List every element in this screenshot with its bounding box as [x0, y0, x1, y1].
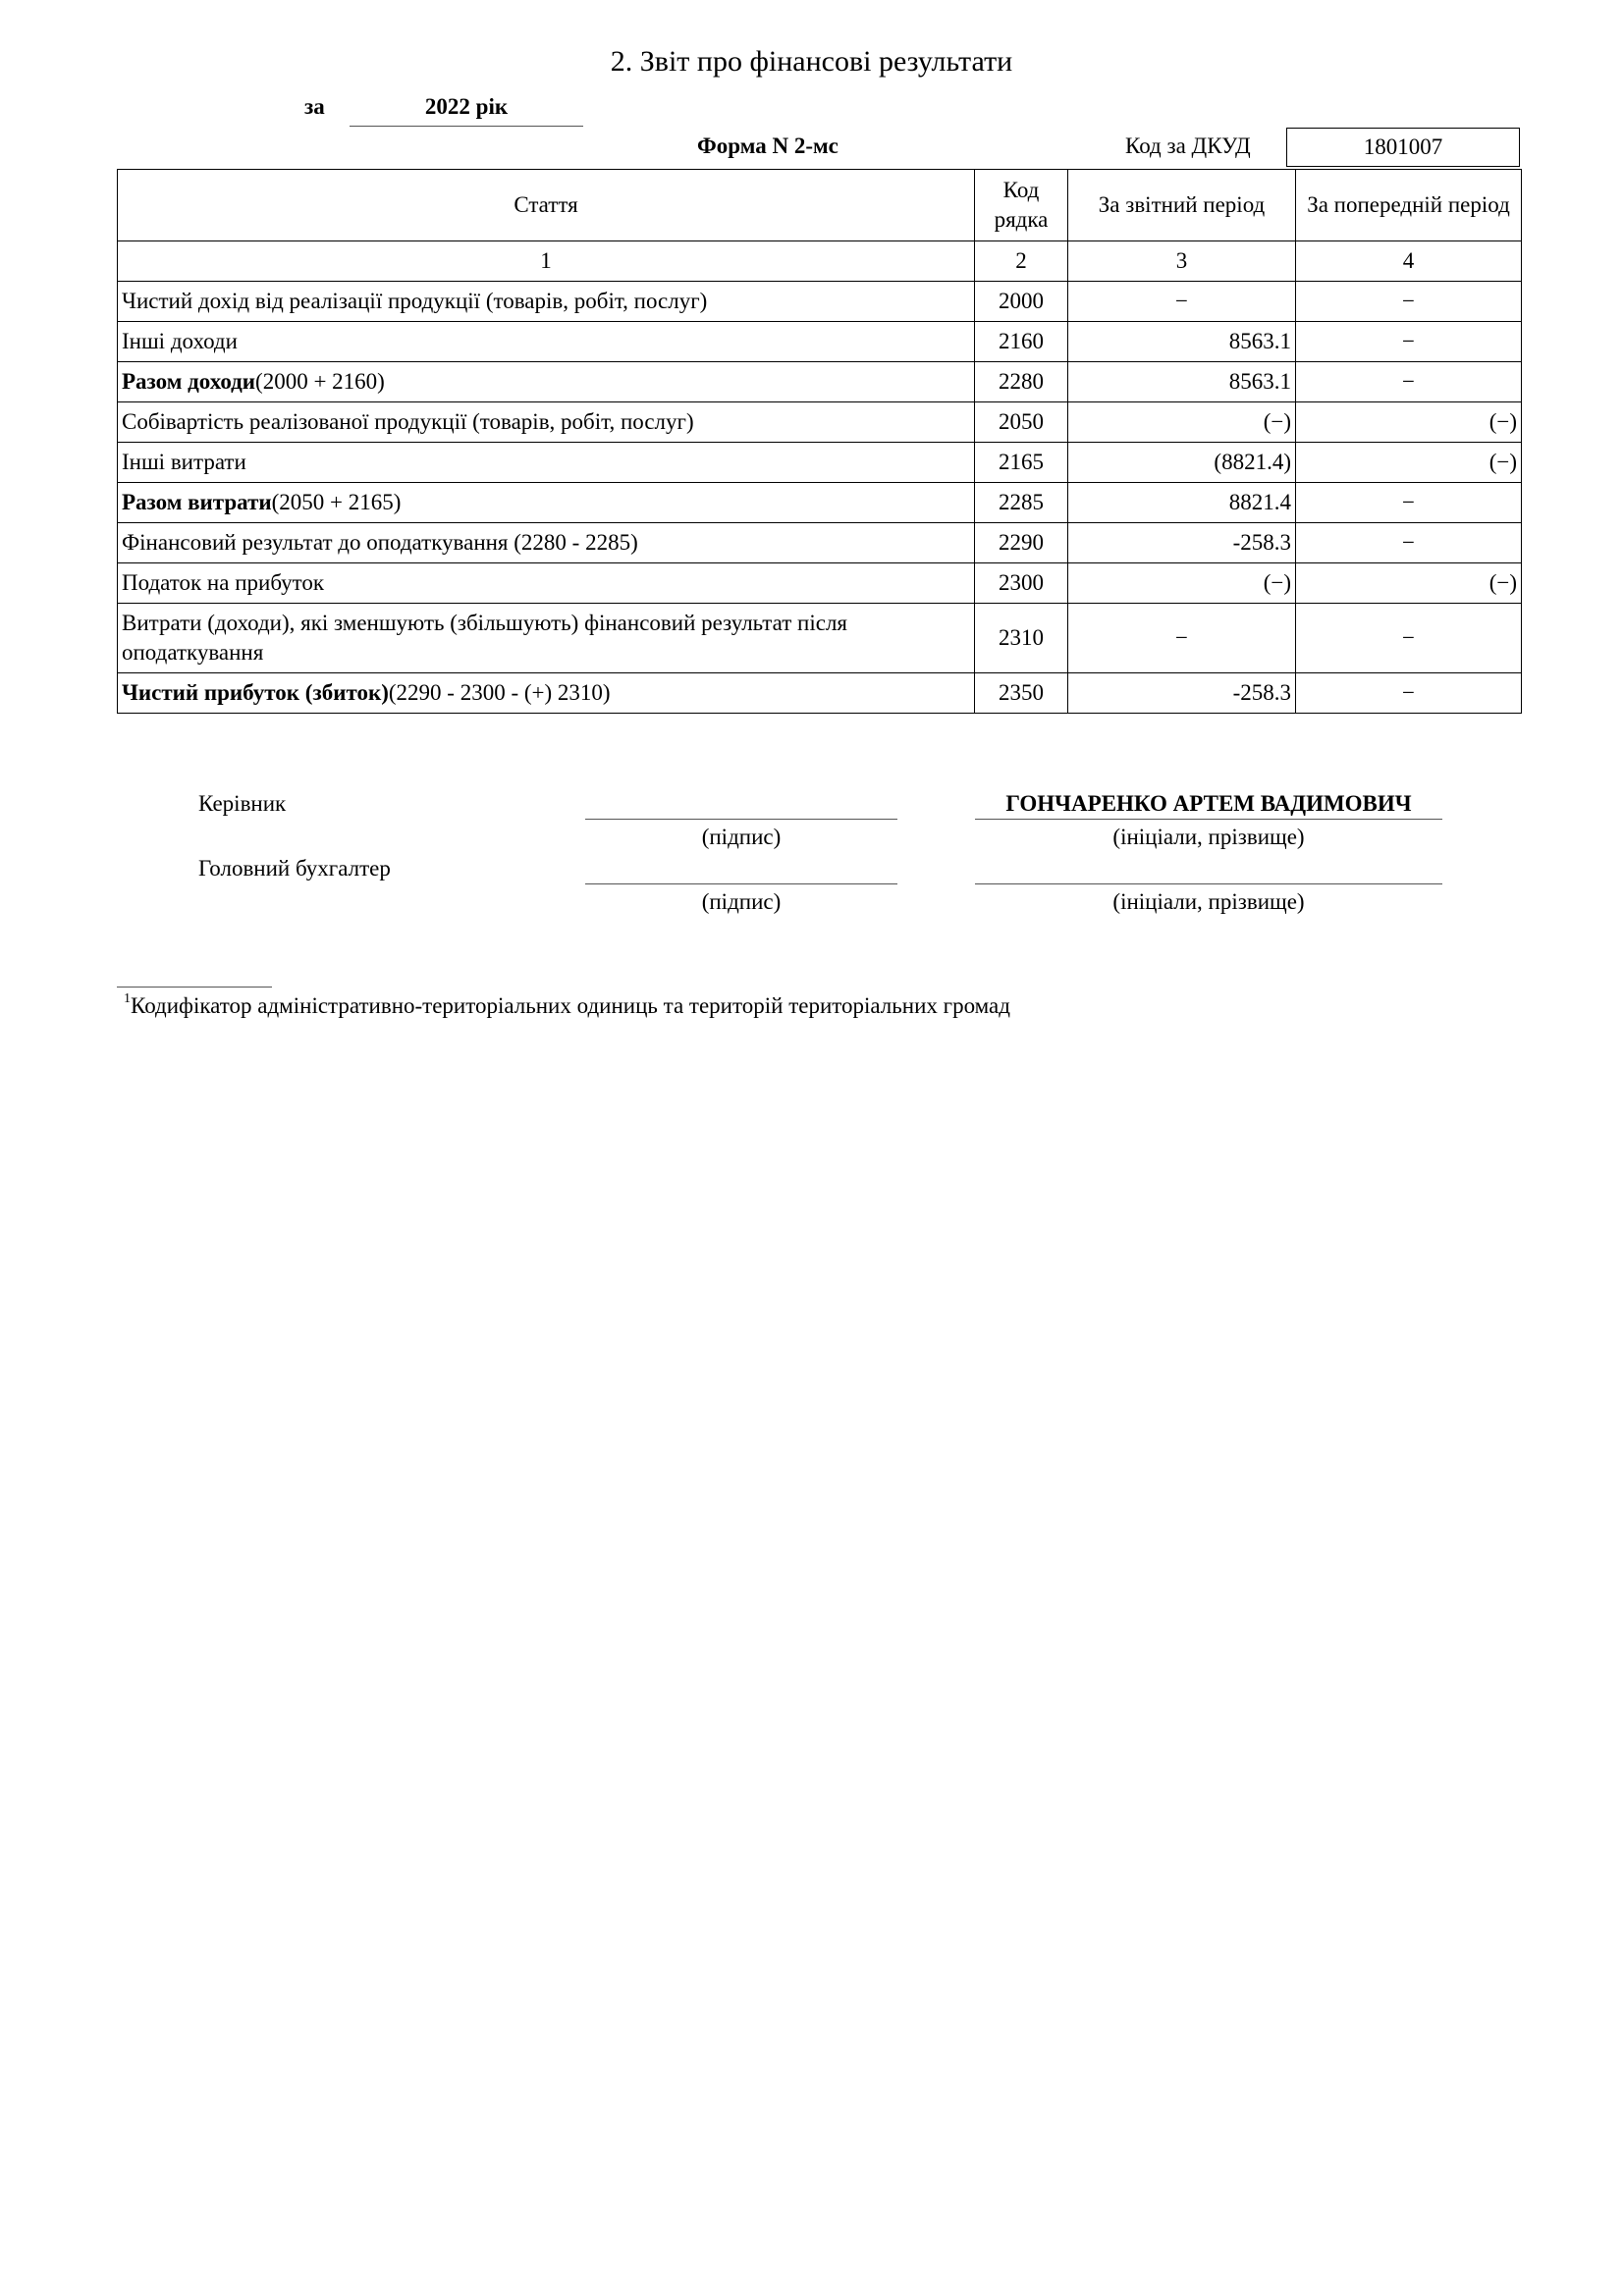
director-signature-caption: (підпис): [701, 825, 782, 849]
footnote-divider: [117, 987, 272, 988]
row-current: 8563.1: [1068, 362, 1296, 402]
table-row: [118, 443, 1522, 483]
row-name: [118, 443, 975, 483]
row-code: 2285: [975, 483, 1068, 523]
dkud-code: 1801007: [1286, 128, 1520, 167]
row-name-bold: Разом доходи: [122, 369, 256, 394]
footnote-text: Кодифікатор адміністративно-територіальних одиниць та територій територіальних громад: [131, 993, 1010, 1018]
period-value: 2022 рік: [350, 92, 583, 127]
document-title: 2. Звіт про фінансові результати: [610, 45, 1013, 78]
row-name-text: (2050 + 2165): [271, 490, 402, 514]
row-name-text: Собівартість реалізованої продукції (товарів, робіт, послуг): [122, 409, 694, 434]
table-header-row: [118, 170, 1522, 241]
row-code: 2300: [975, 563, 1068, 604]
row-current: -258.3: [1068, 523, 1296, 563]
footnote: [124, 993, 1010, 1019]
row-code: 2160: [975, 322, 1068, 362]
row-name: [118, 362, 975, 402]
director-signature-line: [585, 819, 897, 820]
row-name: [118, 282, 975, 322]
row-previous: −: [1296, 673, 1522, 714]
financial-results-table: [117, 169, 1522, 714]
row-name: [118, 483, 975, 523]
period-label: за: [304, 94, 325, 119]
table-row: [118, 604, 1522, 673]
footnote-marker: 1: [124, 991, 131, 1006]
table-row: [118, 362, 1522, 402]
row-name-text: Витрати (доходи), які зменшують (збільшують) фінансовий результат після оподаткування: [122, 611, 848, 665]
header-current: За звітний період: [1068, 170, 1296, 241]
row-current: 8563.1: [1068, 322, 1296, 362]
row-name: [118, 673, 975, 714]
column-number: 1: [118, 241, 975, 282]
row-code: 2280: [975, 362, 1068, 402]
director-label: Керівник: [198, 791, 287, 816]
accountant-signature-caption: (підпис): [701, 889, 782, 914]
dkud-label: Код за ДКУД: [1125, 133, 1251, 158]
row-name: [118, 604, 975, 673]
table-row: [118, 563, 1522, 604]
row-previous: −: [1296, 362, 1522, 402]
accountant-name-caption: (ініціали, прізвище): [1112, 889, 1305, 914]
column-number: 4: [1296, 241, 1522, 282]
row-previous: (−): [1296, 563, 1522, 604]
table-row: [118, 523, 1522, 563]
row-name-text: Інші доходи: [122, 329, 238, 353]
row-current: (8821.4): [1068, 443, 1296, 483]
header-article: Стаття: [118, 170, 975, 241]
row-name-bold: Разом витрати: [122, 490, 272, 514]
row-name-bold: Чистий прибуток (збиток): [122, 680, 389, 705]
row-previous: −: [1296, 322, 1522, 362]
director-name: ГОНЧАРЕНКО АРТЕМ ВАДИМОВИЧ: [1005, 791, 1412, 816]
director-name-line: [975, 819, 1442, 820]
column-number-row: [118, 241, 1522, 282]
table-row: [118, 282, 1522, 322]
header-code: Код рядка: [975, 170, 1068, 241]
row-code: 2050: [975, 402, 1068, 443]
accountant-name-line: [975, 883, 1442, 884]
accountant-signature-line: [585, 883, 897, 884]
accountant-label: Головний бухгалтер: [198, 856, 391, 881]
row-name: [118, 563, 975, 604]
row-name: [118, 322, 975, 362]
table-row: [118, 402, 1522, 443]
row-name-text: (2290 - 2300 - (+) 2310): [388, 680, 611, 705]
row-name: [118, 402, 975, 443]
row-current: (−): [1068, 402, 1296, 443]
column-number: 3: [1068, 241, 1296, 282]
table-row: [118, 322, 1522, 362]
row-previous: (−): [1296, 443, 1522, 483]
row-current: 8821.4: [1068, 483, 1296, 523]
header-previous: За попередній період: [1296, 170, 1522, 241]
form-name: Форма N 2-мс: [697, 133, 839, 158]
row-code: 2290: [975, 523, 1068, 563]
row-name: [118, 523, 975, 563]
row-previous: −: [1296, 282, 1522, 322]
row-current: (−): [1068, 563, 1296, 604]
column-number: 2: [975, 241, 1068, 282]
row-current: −: [1068, 604, 1296, 673]
row-name-text: Фінансовий результат до оподаткування (2280 - 2285): [122, 530, 638, 555]
row-previous: −: [1296, 523, 1522, 563]
table-row: [118, 673, 1522, 714]
row-current: -258.3: [1068, 673, 1296, 714]
row-code: 2350: [975, 673, 1068, 714]
director-name-caption: (ініціали, прізвище): [1112, 825, 1305, 849]
row-code: 2165: [975, 443, 1068, 483]
table-row: [118, 483, 1522, 523]
row-previous: −: [1296, 604, 1522, 673]
row-previous: (−): [1296, 402, 1522, 443]
row-name-text: (2000 + 2160): [255, 369, 385, 394]
row-previous: −: [1296, 483, 1522, 523]
row-code: 2310: [975, 604, 1068, 673]
row-name-text: Чистий дохід від реалізації продукції (товарів, робіт, послуг): [122, 289, 708, 313]
row-name-text: Податок на прибуток: [122, 570, 325, 595]
row-name-text: Інші витрати: [122, 450, 246, 474]
row-current: −: [1068, 282, 1296, 322]
row-code: 2000: [975, 282, 1068, 322]
